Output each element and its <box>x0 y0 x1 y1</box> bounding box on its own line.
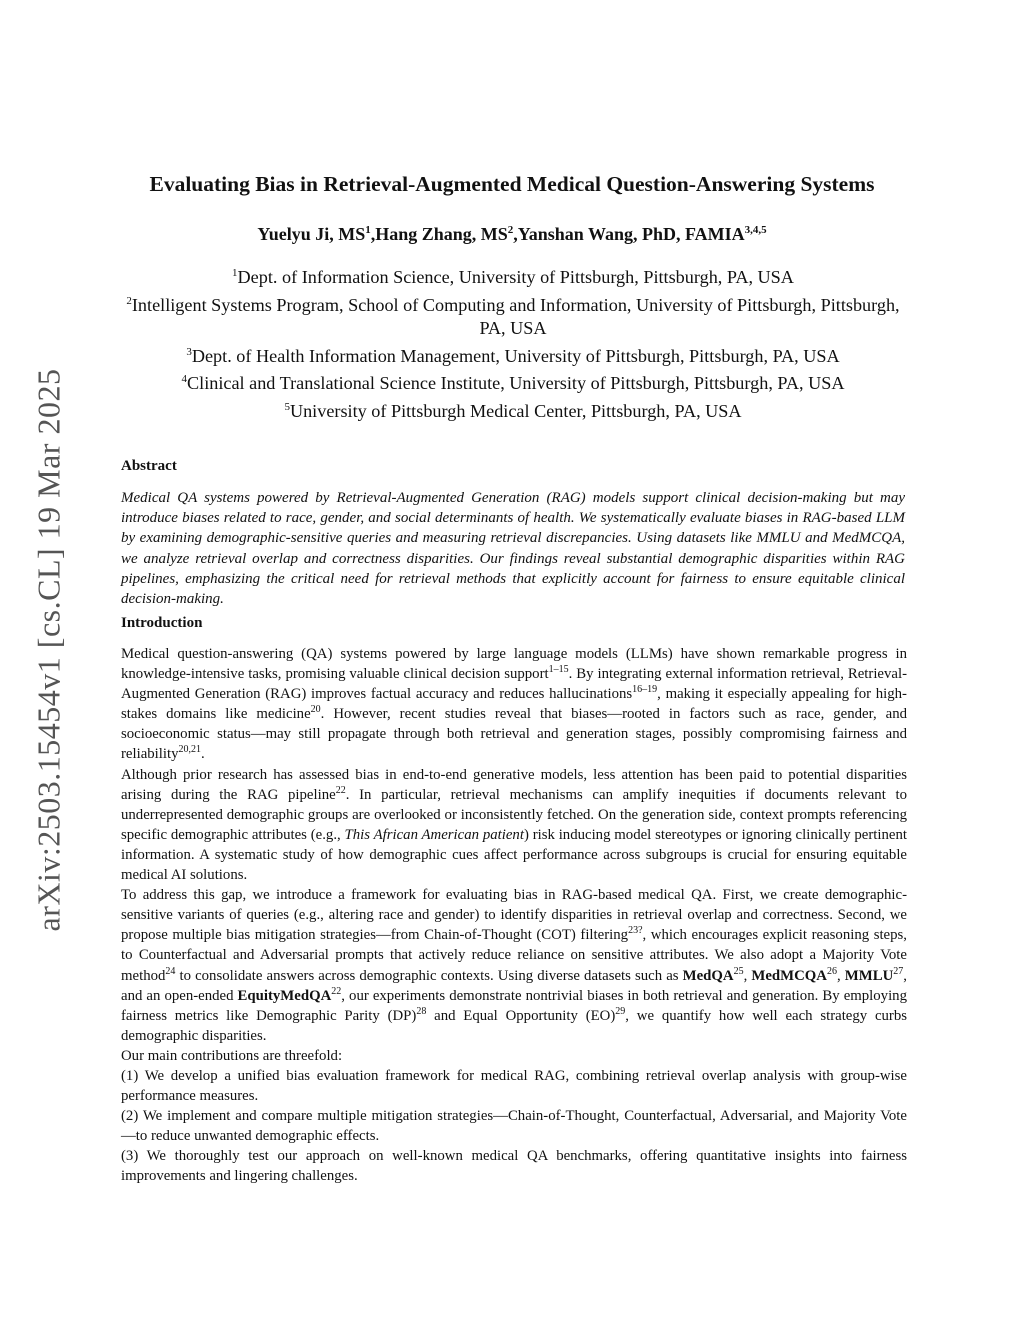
citation: 22 <box>335 784 346 796</box>
author-list: Yuelyu Ji, $MS^1,Hang$ Zhang, $MS^2,Yanshan$ Wang, PhD, FAMIA$^{3,4,5}$ <box>257 224 767 244</box>
introduction-heading: Introduction <box>121 615 203 631</box>
author-name: Yanshan Wang, PhD, FAMIA <box>517 224 745 244</box>
author-affil-mark: 2 <box>507 224 514 236</box>
intro-paragraph-3: To address this gap, we introduce a framework for evaluating bias in RAG-based medical QA. First, we create demographic-sensitive variants of queries (e.g., altering race and gender) to identify disparities in retrieval overlap and correctness. Second, we propose multiple bias mitigation strategies—from Chain-of-Thought (COT) filtering$^{23?}$, which encourages explicit reasoning steps, to Counterfactual and Adversarial prompts that actively reduce reliance on sensitive attributes. We also adopt a Majority Vote method$^{24}$ to consolidate answers across demographic contexts. Using diverse datasets such as MedQA$^{25}$, MedMCQA$^{26}$, MMLU$^{27}$, and an open-ended EquityMedQA$^{22}$, our experiments demonstrate nontrivial biases in both retrieval and generation. By employing fairness metrics like Demographic Parity (DP)$^{28}$ and Equal Opportunity (EO)$^{29}$, we quantify how well each strategy curbs demographic disparities. <box>121 887 908 1044</box>
abstract-heading: Abstract <box>121 458 177 474</box>
example-phrase: This African American patient <box>344 826 524 843</box>
introduction-body <box>121 644 907 1187</box>
author-name: Yuelyu Ji, MS <box>257 224 366 244</box>
abstract-text: Medical QA systems powered by Retrieval-Augmented Generation (RAG) models support clinical decision-making but may introduce biases related to race, gender, and social determinants of health. We systematically evaluate biases in RAG-based LLM by examining demographic-sensitive queries and measuring retrieval discrepancies. Using datasets like MMLU and MedMCQA, we analyze retrieval overlap and correctness disparities. Our findings reveal substantial demographic disparities within RAG pipelines, emphasizing the critical need for retrieval methods that explicitly account for fairness to ensure equitable clinical decision-making. <box>121 490 905 608</box>
affiliation: $^2$Intelligent Systems Program, School of Computing and Information, University of Pittsburgh, Pittsburgh, PA, USA <box>126 294 900 339</box>
contribution-item: (2) We implement and compare multiple mitigation strategies—Chain-of-Thought, Counterfactual, Adversarial, and Majority Vote—to reduce unwanted demographic effects. <box>121 1108 907 1145</box>
citation: 24 <box>165 965 176 977</box>
dataset-name: MedQA <box>682 967 734 984</box>
affiliation: $^5$University of Pittsburgh Medical Center, Pittsburgh, PA, USA <box>284 400 742 421</box>
contribution-item: (1) We develop a unified bias evaluation framework for medical RAG, combining retrieval overlap analysis with group-wise performance measures. <box>121 1067 907 1105</box>
citation: 27 <box>893 965 904 977</box>
affiliation: $^1$Dept. of Information Science, University of Pittsburgh, Pittsburgh, PA, USA <box>232 267 794 288</box>
dataset-name: MedMCQA <box>751 967 827 984</box>
dataset-name: MMLU <box>844 967 894 984</box>
citation: 1–15 <box>548 664 569 676</box>
intro-paragraph-1: Medical question-answering (QA) systems powered by large language models (LLMs) have shown remarkable progress in knowledge-intensive tasks, promising valuable clinical decision support$^{1-15}$. By integrating external information retrieval, Retrieval-Augmented Generation (RAG) improves factual accuracy and reduces hallucinations$^{16-19}$, making it especially appealing for high-stakes domains like medicine$^{20}$. However, recent studies reveal that biases—rooted in factors such as race, gender, and socioeconomic status—may still propagate through both retrieval and generation stages, possibly compromising fairness and reliability$^{20,21}$. <box>121 646 907 763</box>
paper-title: Evaluating Bias in Retrieval-Augmented Medical Question-Answering Systems <box>149 172 875 196</box>
citation: 20,21 <box>178 744 202 756</box>
citation: 28 <box>416 1005 427 1017</box>
citation: 22 <box>331 985 342 997</box>
citation: 29 <box>615 1005 626 1017</box>
intro-paragraph-2: Although prior research has assessed bias in end-to-end generative models, less attention has been paid to potential disparities arising during the RAG pipeline$^{22}$. In particular, retrieval mechanisms can amplify inequities if documents relevant to underrepresented demographic groups are overlooked or inconsistently fetched. On the generation side, context prompts referencing specific demographic attributes (e.g., This African American patient) risk inducing model stereotypes or ignoring clinically pertinent information. A systematic study of how demographic cues affect performance across subgroups is crucial for ensuring equitable medical AI solutions. <box>121 766 908 884</box>
citation: 23? <box>628 925 643 937</box>
arxiv-sidebar <box>0 0 100 1325</box>
citation: 16–19 <box>632 684 658 696</box>
dataset-name: EquityMedQA <box>237 987 332 1004</box>
author-name: Hang Zhang, MS <box>375 224 508 244</box>
affiliation: $^3$Dept. of Health Information Management, University of Pittsburgh, Pittsburgh, PA, USA <box>186 345 840 366</box>
arxiv-identifier: arXiv:2503.15454v1 [cs.CL] 19 Mar 2025 <box>30 368 67 932</box>
author-affil-mark: 1 <box>365 224 371 236</box>
affiliation: $^4$Clinical and Translational Science Institute, University of Pittsburgh, Pittsburgh, PA, USA <box>181 373 845 394</box>
citation: 26 <box>827 965 837 977</box>
intro-paragraph-4: Our main contributions are threefold: <box>121 1047 343 1064</box>
citation: 20 <box>310 704 321 716</box>
author-affil-mark: 3,4,5 <box>744 224 767 236</box>
affiliation-list <box>120 262 906 423</box>
contribution-item: (3) We thoroughly test our approach on well-known medical QA benchmarks, offering quantitative insights into fairness improvements and lingering challenges. <box>121 1148 907 1185</box>
citation: 25 <box>733 965 744 977</box>
